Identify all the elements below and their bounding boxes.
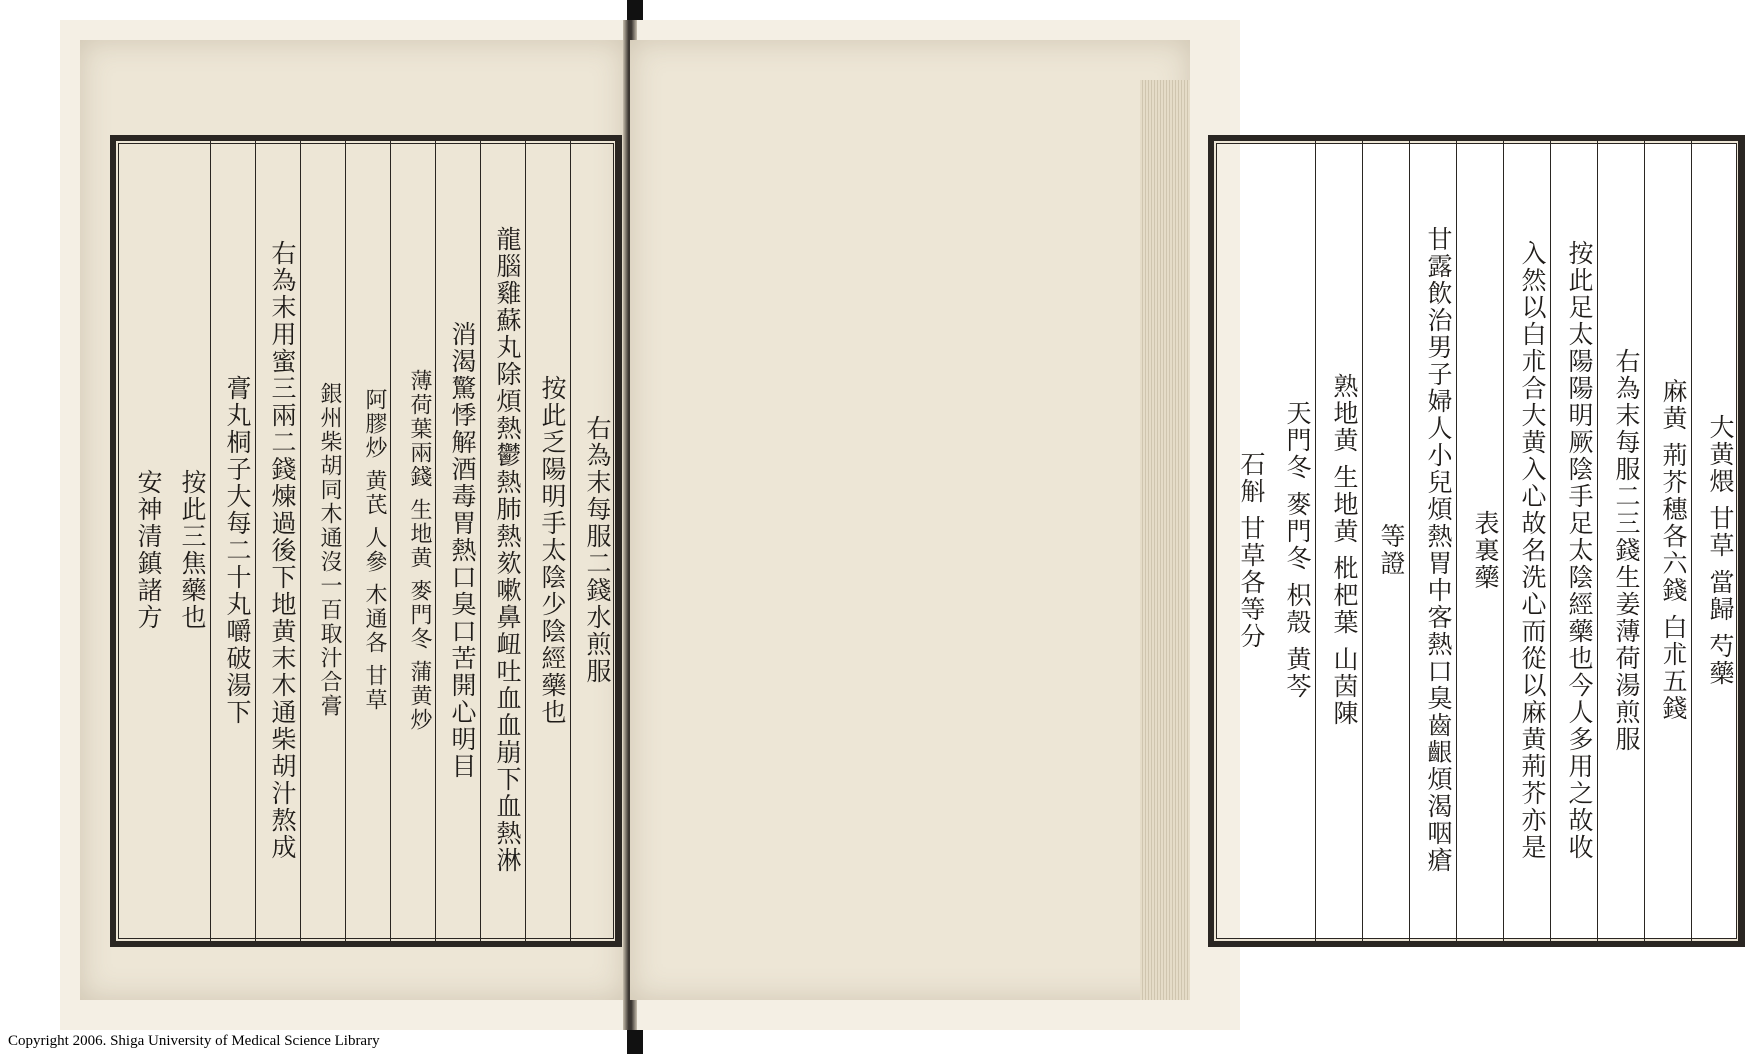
- page-edges: [1140, 80, 1190, 1000]
- right-col-11: 石斛 甘草各等分: [1237, 450, 1266, 650]
- left-page-frame: [110, 135, 622, 947]
- left-col-11: 安神清鎮諸方: [134, 469, 163, 631]
- left-col-5: 薄荷葉兩錢 生地黄 麥門冬 蒲黄炒: [391, 141, 436, 941]
- left-col-3: 龍腦雞蘇丸除煩熱鬱熱肺熱欬嗽鼻衄吐血血崩下血熱淋: [481, 141, 526, 941]
- right-col-3: 右為末每服二三錢生姜薄荷湯煎服: [1598, 141, 1645, 941]
- right-col-7: 甘露飲治男子婦人小兒煩熱胃中客熱口臭齒齦煩渴咽瘡: [1410, 141, 1457, 941]
- left-col-6: 阿膠炒 黄芪 人參 木通各 甘草: [346, 141, 391, 941]
- right-page: [630, 40, 1735, 1000]
- left-col-9: 膏丸桐子大每二十丸嚼破湯下: [211, 141, 256, 941]
- right-col-9: 熟地黄 生地黄 枇杷葉 山茵陳: [1316, 141, 1363, 941]
- left-col-7: 銀州柴胡同木通沒一百取汁合膏: [301, 141, 346, 941]
- right-col-10: 天門冬 麥門冬 枳殼 黄芩: [1269, 141, 1316, 941]
- right-col-2: 麻黄 荊芥穗各六錢 白朮五錢: [1645, 141, 1692, 941]
- copyright-text: Copyright 2006. Shiga University of Medical Science Library: [8, 1033, 380, 1049]
- left-col-10: 按此三焦藥也: [166, 141, 211, 941]
- right-col-5: 入然以白朮合大黄入心故名洗心而從以麻黄荊芥亦是: [1504, 141, 1551, 941]
- left-col-2: 按此乏陽明手太陰少陰經藥也: [526, 141, 571, 941]
- right-col-6: 表裏藥: [1457, 141, 1504, 941]
- left-col-8: 右為末用蜜三兩二錢煉過後下地黄末木通柴胡汁熬成: [256, 141, 301, 941]
- left-col-1: 右為末每服二錢水煎服: [571, 141, 616, 941]
- left-col-4: 消渴驚悸解酒毒胃熱口臭口苦開心明目: [436, 141, 481, 941]
- book-spread: [60, 20, 1735, 1030]
- right-col-1: 大黄煨 甘草 當歸 芍藥: [1692, 141, 1739, 941]
- right-col-8: 等證: [1363, 141, 1410, 941]
- right-col-4: 按此足太陽陽明厥陰手足太陰經藥也今人多用之故收: [1551, 141, 1598, 941]
- right-page-frame: [1208, 135, 1745, 947]
- left-page: [80, 40, 625, 1000]
